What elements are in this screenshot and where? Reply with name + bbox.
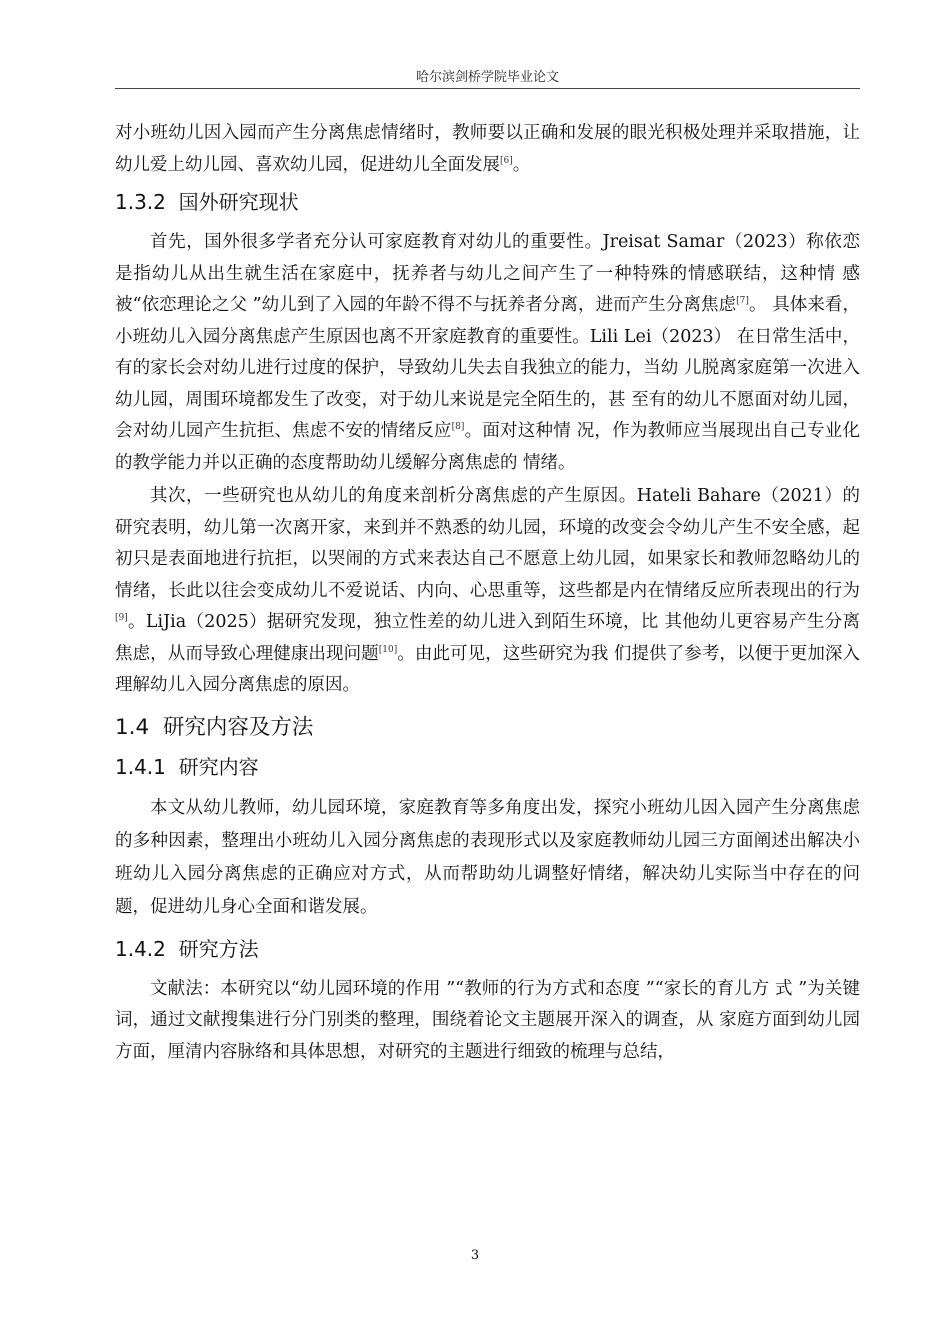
citation-9: [9] [115,613,128,624]
research-content-paragraph: 本文从幼儿教师，幼儿园环境，家庭教育等多角度出发，探究小班幼儿因入园产生分离焦虑的多种因素，整理出小班幼儿入园分离焦虑的表现形式以及家庭教师幼儿园三方面阐述出解决小班幼儿入园分离焦虑的正确应对方式，从而帮助幼儿调整好情绪，解决幼儿实际当中存在的问题，促进幼儿身心全面和谐发展。 [115,797,860,917]
citation-7: [7] [736,296,749,307]
intro-paragraph: 对小班幼儿因入园而产生分离焦虑情绪时，教师要以正确和发展的眼光积极处理并采取措施，让幼儿爱上幼儿园、喜欢幼儿园，促进幼儿全面发展[6]。 [115,123,860,175]
running-header: 哈尔滨剑桥学院毕业论文 [415,70,559,85]
citation-6: [6] [500,155,513,166]
page-number: 3 [470,1248,480,1263]
section-heading-1-4-1: 1.4.1 研究内容 [115,754,259,779]
citation-8: [8] [451,422,465,433]
section-heading-1-4-2: 1.4.2 研究方法 [115,936,259,961]
citation-10: [10] [378,644,398,655]
section-heading-1-3-2: 1.3.2 国外研究现状 [115,190,299,214]
section-heading-1-4: 1.4 研究内容及方法 [115,714,314,740]
foreign-research-paragraph-1: 首先，国外很多学者充分认可家庭教育对幼儿的重要性。Jreisat Samar（2023）称依恋 是指幼儿从出生就生活在家庭中，抚养者与幼儿之间产生了一种特殊的情感联结，这种情 感被“依恋理论之父 ”幼儿到了入园的年龄不得不与抚养者分离，进而产生分离焦虑[7]。 具体来看，小班幼儿入园分离焦虑产生原因也离不开家庭教育的重要性。Lili Lei（2023） 在日常生活中，有的家长会对幼儿进行过度的保护，导致幼儿失去自我独立的能力，当幼 儿脱离家庭第一次进入幼儿园，周围环境都发生了改变，对于幼儿来说是完全陌生的，甚 至有的幼儿不愿面对幼儿园，会对幼儿园产生抗拒、焦虑不安的情绪反应[8]。面对这种情 况，作为教师应当展现出自己专业化的教学能力并以正确的态度帮助幼儿缓解分离焦虑的 情绪。 [115,232,860,473]
page-body [115,118,860,1068]
header-rule [115,88,860,89]
foreign-research-paragraph-2: 其次，一些研究也从幼儿的角度来剖析分离焦虑的产生原因。Hateli Bahare（2021）的研究表明，幼儿第一次离开家，来到并不熟悉的幼儿园，环境的改变会令幼儿产生不安全感，起初只是表面地进行抗拒，以哭闹的方式来表达自己不愿意上幼儿园，如果家长和教师忽略幼儿的情绪，长此以往会变成幼儿不爱说话、内向、心思重等，这些都是内在情绪反应所表现出的行为[9]。LiJia（2025）据研究发现，独立性差的幼儿进入到陌生环境，比 其他幼儿更容易产生分离焦虑，从而导致心理健康出现问题[10]。由此可见，这些研究为我 们提供了参考，以便于更加深入理解幼儿入园分离焦虑的原因。 [115,486,860,695]
research-method-paragraph: 文献法：本研究以“幼儿园环境的作用 ”“教师的行为方式和态度 ”“家长的育儿方 式 ”为关键词，通过文献搜集进行分门别类的整理，围绕着论文主题展开深入的调查，从 家庭方面到幼儿园方面，厘清内容脉络和具体思想，对研究的主题进行细致的梳理与总结， [115,978,860,1062]
